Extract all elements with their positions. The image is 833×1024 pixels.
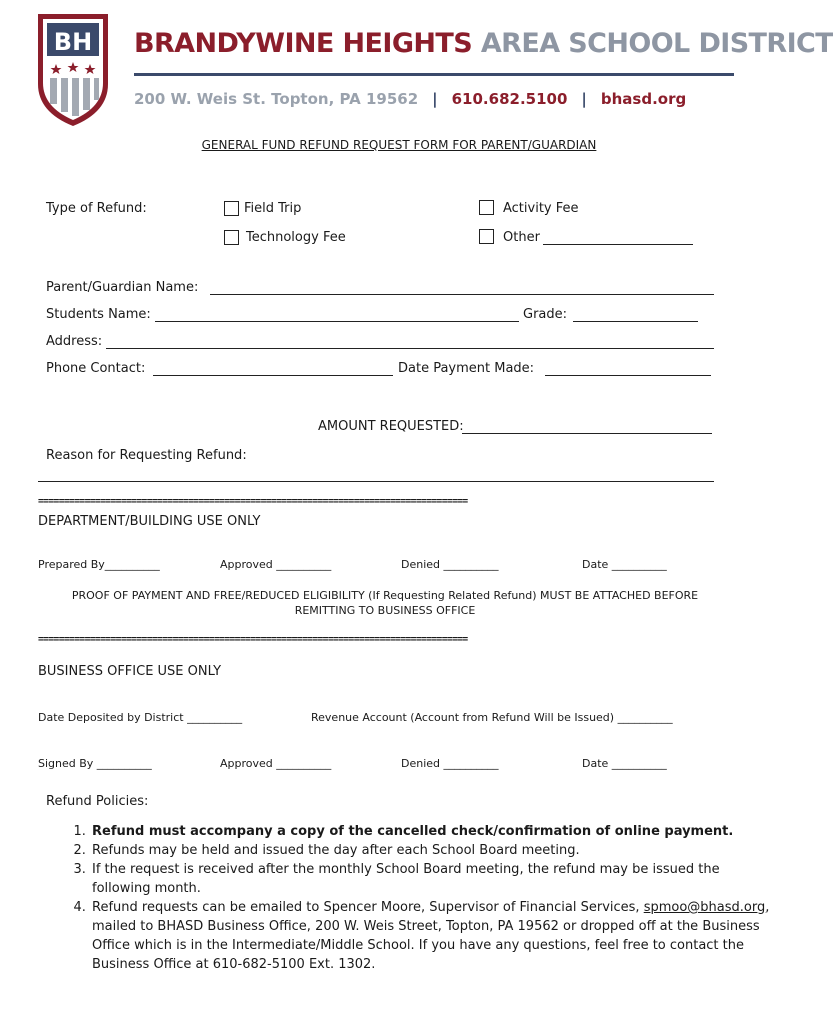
- student-name-label: Students Name:: [46, 307, 151, 322]
- email-link[interactable]: spmoo@bhasd.org: [643, 900, 766, 915]
- other-label: Other: [503, 230, 540, 245]
- field-trip-checkbox[interactable]: [224, 201, 239, 216]
- policy-item: [90, 841, 770, 860]
- policy-text: , mailed to BHASD Business Office, 200 W. Weis Street, Topton, PA 19562 or dropped off at the Business Office which is in the Intermediate/Middle School. If you have any questions, feel free to contact the Business Office at 610-682-5100 Ext. 1302.: [92, 900, 770, 972]
- form-title: GENERAL FUND REFUND REQUEST FORM FOR PARENT/GUARDIAN: [201, 138, 597, 152]
- prepared-by: Prepared By__________: [38, 558, 160, 571]
- district-name: [134, 28, 833, 59]
- business-date: Date __________: [582, 757, 667, 770]
- student-name-line[interactable]: [155, 321, 519, 322]
- business-denied: Denied __________: [401, 757, 499, 770]
- business-approved: Approved __________: [220, 757, 332, 770]
- revenue-account: Revenue Account (Account from Refund Will be Issued) __________: [311, 711, 673, 724]
- business-office-title: BUSINESS OFFICE USE ONLY: [38, 664, 222, 679]
- district-name-part2: AREA SCHOOL DISTRICT: [480, 28, 833, 59]
- policy-item: [90, 822, 770, 841]
- reason-line[interactable]: [38, 481, 714, 482]
- technology-fee-checkbox[interactable]: [224, 230, 239, 245]
- field-trip-label: Field Trip: [244, 201, 302, 216]
- address-label: Address:: [46, 334, 103, 349]
- grade-line[interactable]: [573, 321, 698, 322]
- amount-requested-line[interactable]: [462, 433, 712, 434]
- district-website[interactable]: bhasd.org: [600, 90, 687, 108]
- address-line[interactable]: [106, 348, 714, 349]
- logo-text: BH: [53, 28, 93, 56]
- activity-fee-checkbox[interactable]: [479, 200, 494, 215]
- date-payment-line[interactable]: [545, 375, 711, 376]
- separator: |: [432, 90, 438, 108]
- department-title: DEPARTMENT/BUILDING USE ONLY: [38, 514, 261, 529]
- policy-item: [90, 898, 770, 974]
- proof-of-payment-note: PROOF OF PAYMENT AND FREE/REDUCED ELIGIBILITY (If Requesting Related Refund) MUST BE ATTACHED BEFORE REMITTING TO BUSINESS OFFICE: [71, 589, 699, 617]
- policy-text: Refunds may be held and issued the day after each School Board meeting.: [92, 843, 580, 858]
- other-checkbox[interactable]: [479, 229, 494, 244]
- header-divider: [134, 73, 734, 76]
- refund-policies-title: Refund Policies:: [46, 794, 149, 809]
- refund-policies-list: [46, 822, 770, 974]
- dept-date: Date __________: [582, 558, 667, 571]
- parent-name-label: Parent/Guardian Name:: [46, 280, 199, 295]
- refund-type-label: Type of Refund:: [46, 201, 147, 216]
- policy-item: [90, 860, 770, 898]
- policy-text: Refund requests can be emailed to Spencer Moore, Supervisor of Financial Services,: [92, 900, 644, 915]
- reason-label: Reason for Requesting Refund:: [46, 448, 247, 463]
- signed-by: Signed By __________: [38, 757, 152, 770]
- date-payment-label: Date Payment Made:: [398, 361, 535, 376]
- activity-fee-label: Activity Fee: [503, 201, 579, 216]
- district-logo: [34, 12, 112, 128]
- district-name-part1: BRANDYWINE HEIGHTS: [134, 28, 473, 59]
- date-deposited: Date Deposited by District __________: [38, 711, 243, 724]
- policy-text: If the request is received after the monthly School Board meeting, the refund may be issued the following month.: [92, 862, 720, 896]
- district-address: 200 W. Weis St. Topton, PA 19562: [134, 90, 419, 108]
- amount-requested-label: AMOUNT REQUESTED:: [318, 419, 464, 434]
- district-phone: 610.682.5100: [451, 90, 568, 108]
- divider: ===================================================================================: [38, 496, 468, 507]
- dept-approved: Approved __________: [220, 558, 332, 571]
- technology-fee-label: Technology Fee: [246, 230, 346, 245]
- dept-denied: Denied __________: [401, 558, 499, 571]
- separator: |: [581, 90, 587, 108]
- other-input-line[interactable]: [543, 244, 693, 245]
- parent-name-line[interactable]: [210, 294, 714, 295]
- divider: ===================================================================================: [38, 634, 468, 645]
- policy-text: Refund must accompany a copy of the cancelled check/confirmation of online payment.: [92, 824, 734, 839]
- grade-label: Grade:: [523, 307, 568, 322]
- contact-line: [134, 90, 686, 108]
- phone-contact-line[interactable]: [153, 375, 393, 376]
- phone-contact-label: Phone Contact:: [46, 361, 146, 376]
